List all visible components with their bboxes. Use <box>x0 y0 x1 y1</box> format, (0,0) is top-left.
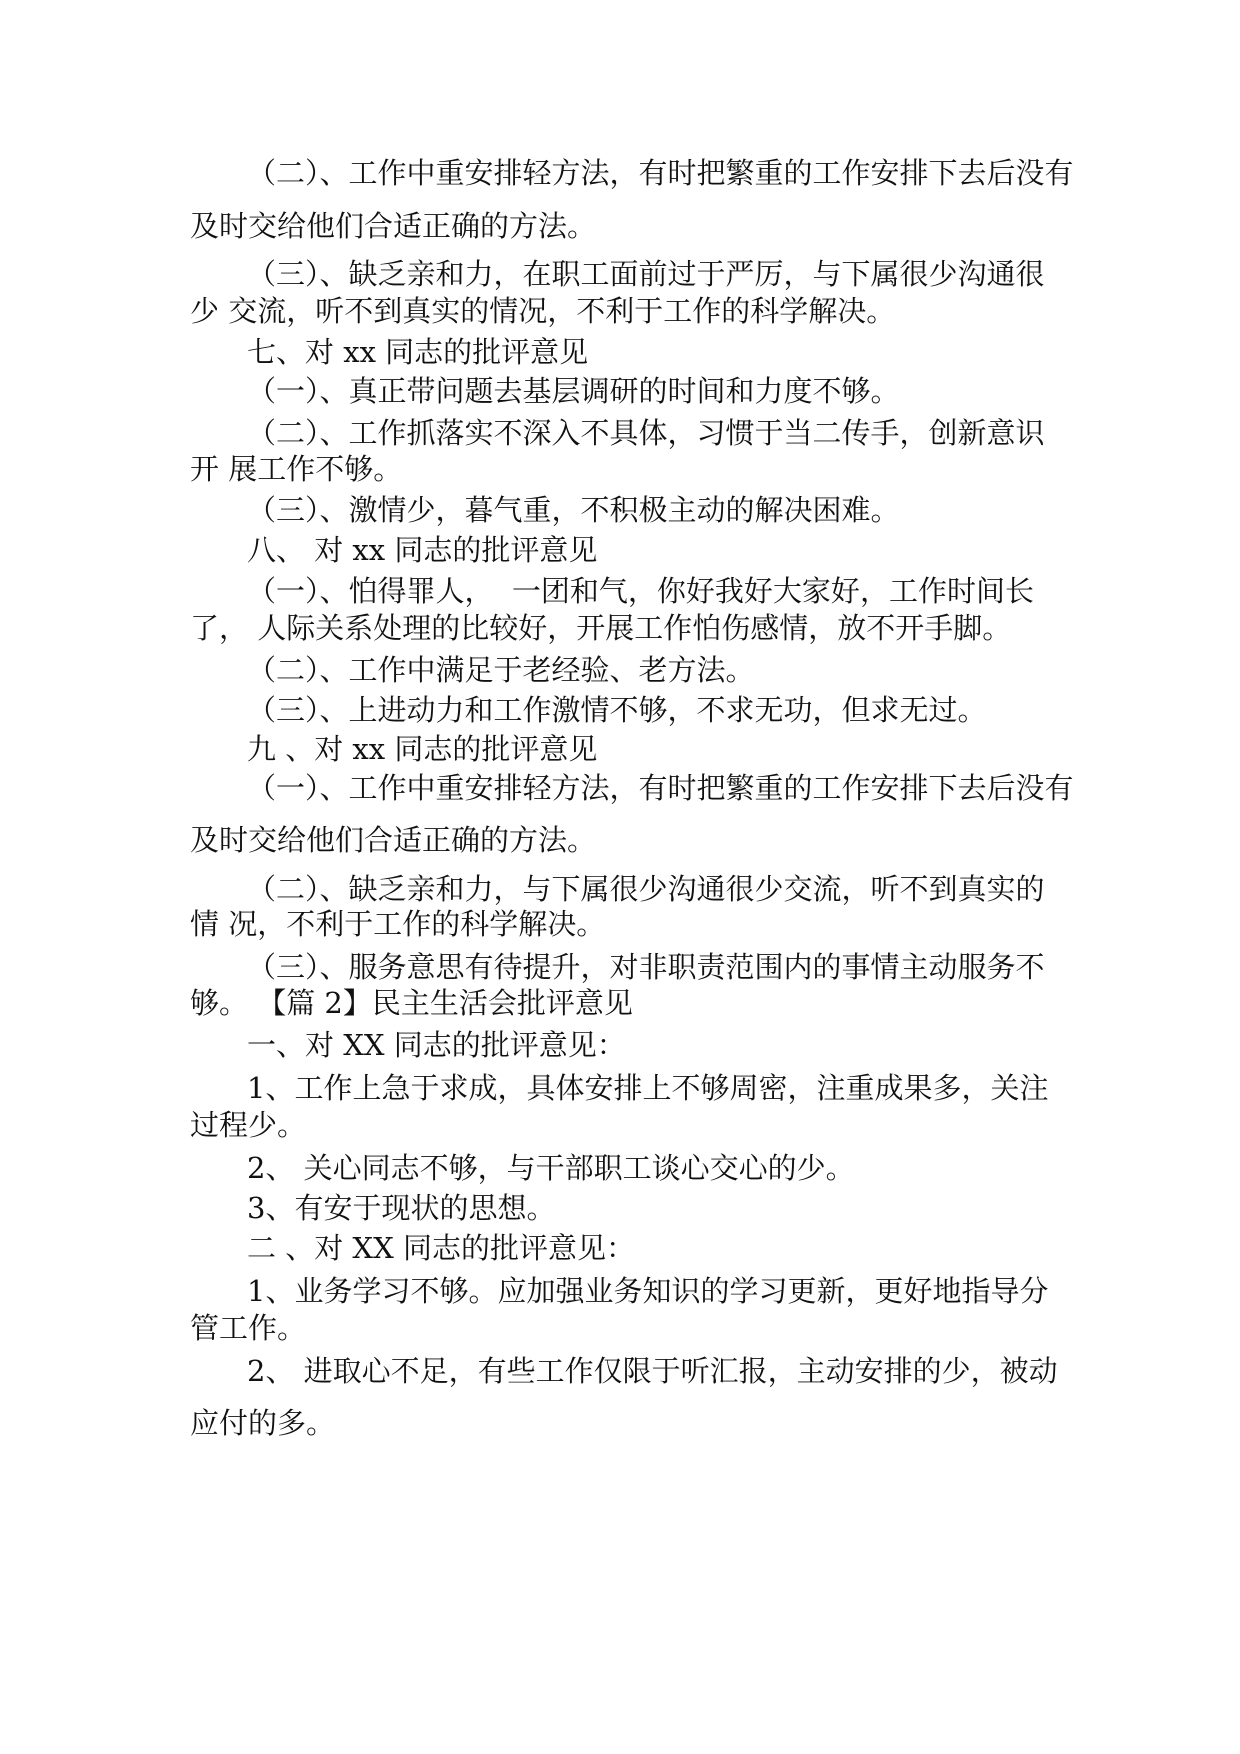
paragraph-line: 1、工作上急于求成，具体安排上不够周密，注重成果多，关注 <box>247 1071 1049 1105</box>
paragraph-line: （二）、工作中满足于老经验、老方法。 <box>247 653 755 687</box>
paragraph-line: 1、业务学习不够。应加强业务知识的学习更新，更好地指导分 <box>247 1274 1049 1308</box>
paragraph-line: 及时交给他们合适正确的方法。 <box>190 823 597 857</box>
paragraph-line: （二）、缺乏亲和力，与下属很少沟通很少交流，听不到真实的 <box>247 872 1045 906</box>
paragraph-line: 3、有安于现状的思想。 <box>247 1191 556 1225</box>
paragraph-line: 开 展工作不够。 <box>190 452 403 486</box>
paragraph-line: （二）、工作中重安排轻方法，有时把繁重的工作安排下去后没有 <box>247 156 1074 190</box>
section-heading: 一、对 XX 同志的批评意见： <box>247 1028 626 1062</box>
paragraph-line: 少 交流，听不到真实的情况，不利于工作的科学解决。 <box>190 294 896 328</box>
section-heading: 九 、对 xx 同志的批评意见 <box>247 732 598 766</box>
paragraph-line: 过程少。 <box>190 1108 307 1142</box>
paragraph-line: （二）、工作抓落实不深入不具体，习惯于当二传手，创新意识 <box>247 416 1045 450</box>
section-heading: 二 、对 XX 同志的批评意见： <box>247 1231 635 1265</box>
paragraph-line: （三）、上进动力和工作激情不够，不求无功，但求无过。 <box>247 693 987 727</box>
paragraph-line: （一）、怕得罪人， 一团和气，你好我好大家好，工作时间长 <box>247 574 1034 608</box>
paragraph-line: （三）、缺乏亲和力，在职工面前过于严厉，与下属很少沟通很 <box>247 257 1045 291</box>
paragraph-line: （三）、服务意思有待提升，对非职责范围内的事情主动服务不 <box>247 950 1045 984</box>
paragraph-line: 了， 人际关系处理的比较好，开展工作怕伤感情，放不开手脚。 <box>190 611 1012 645</box>
paragraph-line: 2、 进取心不足，有些工作仅限于听汇报，主动安排的少，被动 <box>247 1354 1058 1388</box>
paragraph-line: 应付的多。 <box>190 1406 336 1440</box>
section-title: 够。 【篇 2】民主生活会批评意见 <box>190 986 633 1020</box>
paragraph-line: 及时交给他们合适正确的方法。 <box>190 209 597 243</box>
paragraph-line: 情 况，不利于工作的科学解决。 <box>190 907 606 941</box>
paragraph-line: （一）、真正带问题去基层调研的时间和力度不够。 <box>247 374 900 408</box>
paragraph-line: 管工作。 <box>190 1311 307 1345</box>
section-heading: 七、对 xx 同志的批评意见 <box>247 335 589 369</box>
section-heading: 八、 对 xx 同志的批评意见 <box>247 533 598 567</box>
paragraph-line: （一）、工作中重安排轻方法，有时把繁重的工作安排下去后没有 <box>247 771 1074 805</box>
paragraph-line: （三）、激情少，暮气重，不积极主动的解决困难。 <box>247 493 900 527</box>
paragraph-line: 2、 关心同志不够，与干部职工谈心交心的少。 <box>247 1151 855 1185</box>
